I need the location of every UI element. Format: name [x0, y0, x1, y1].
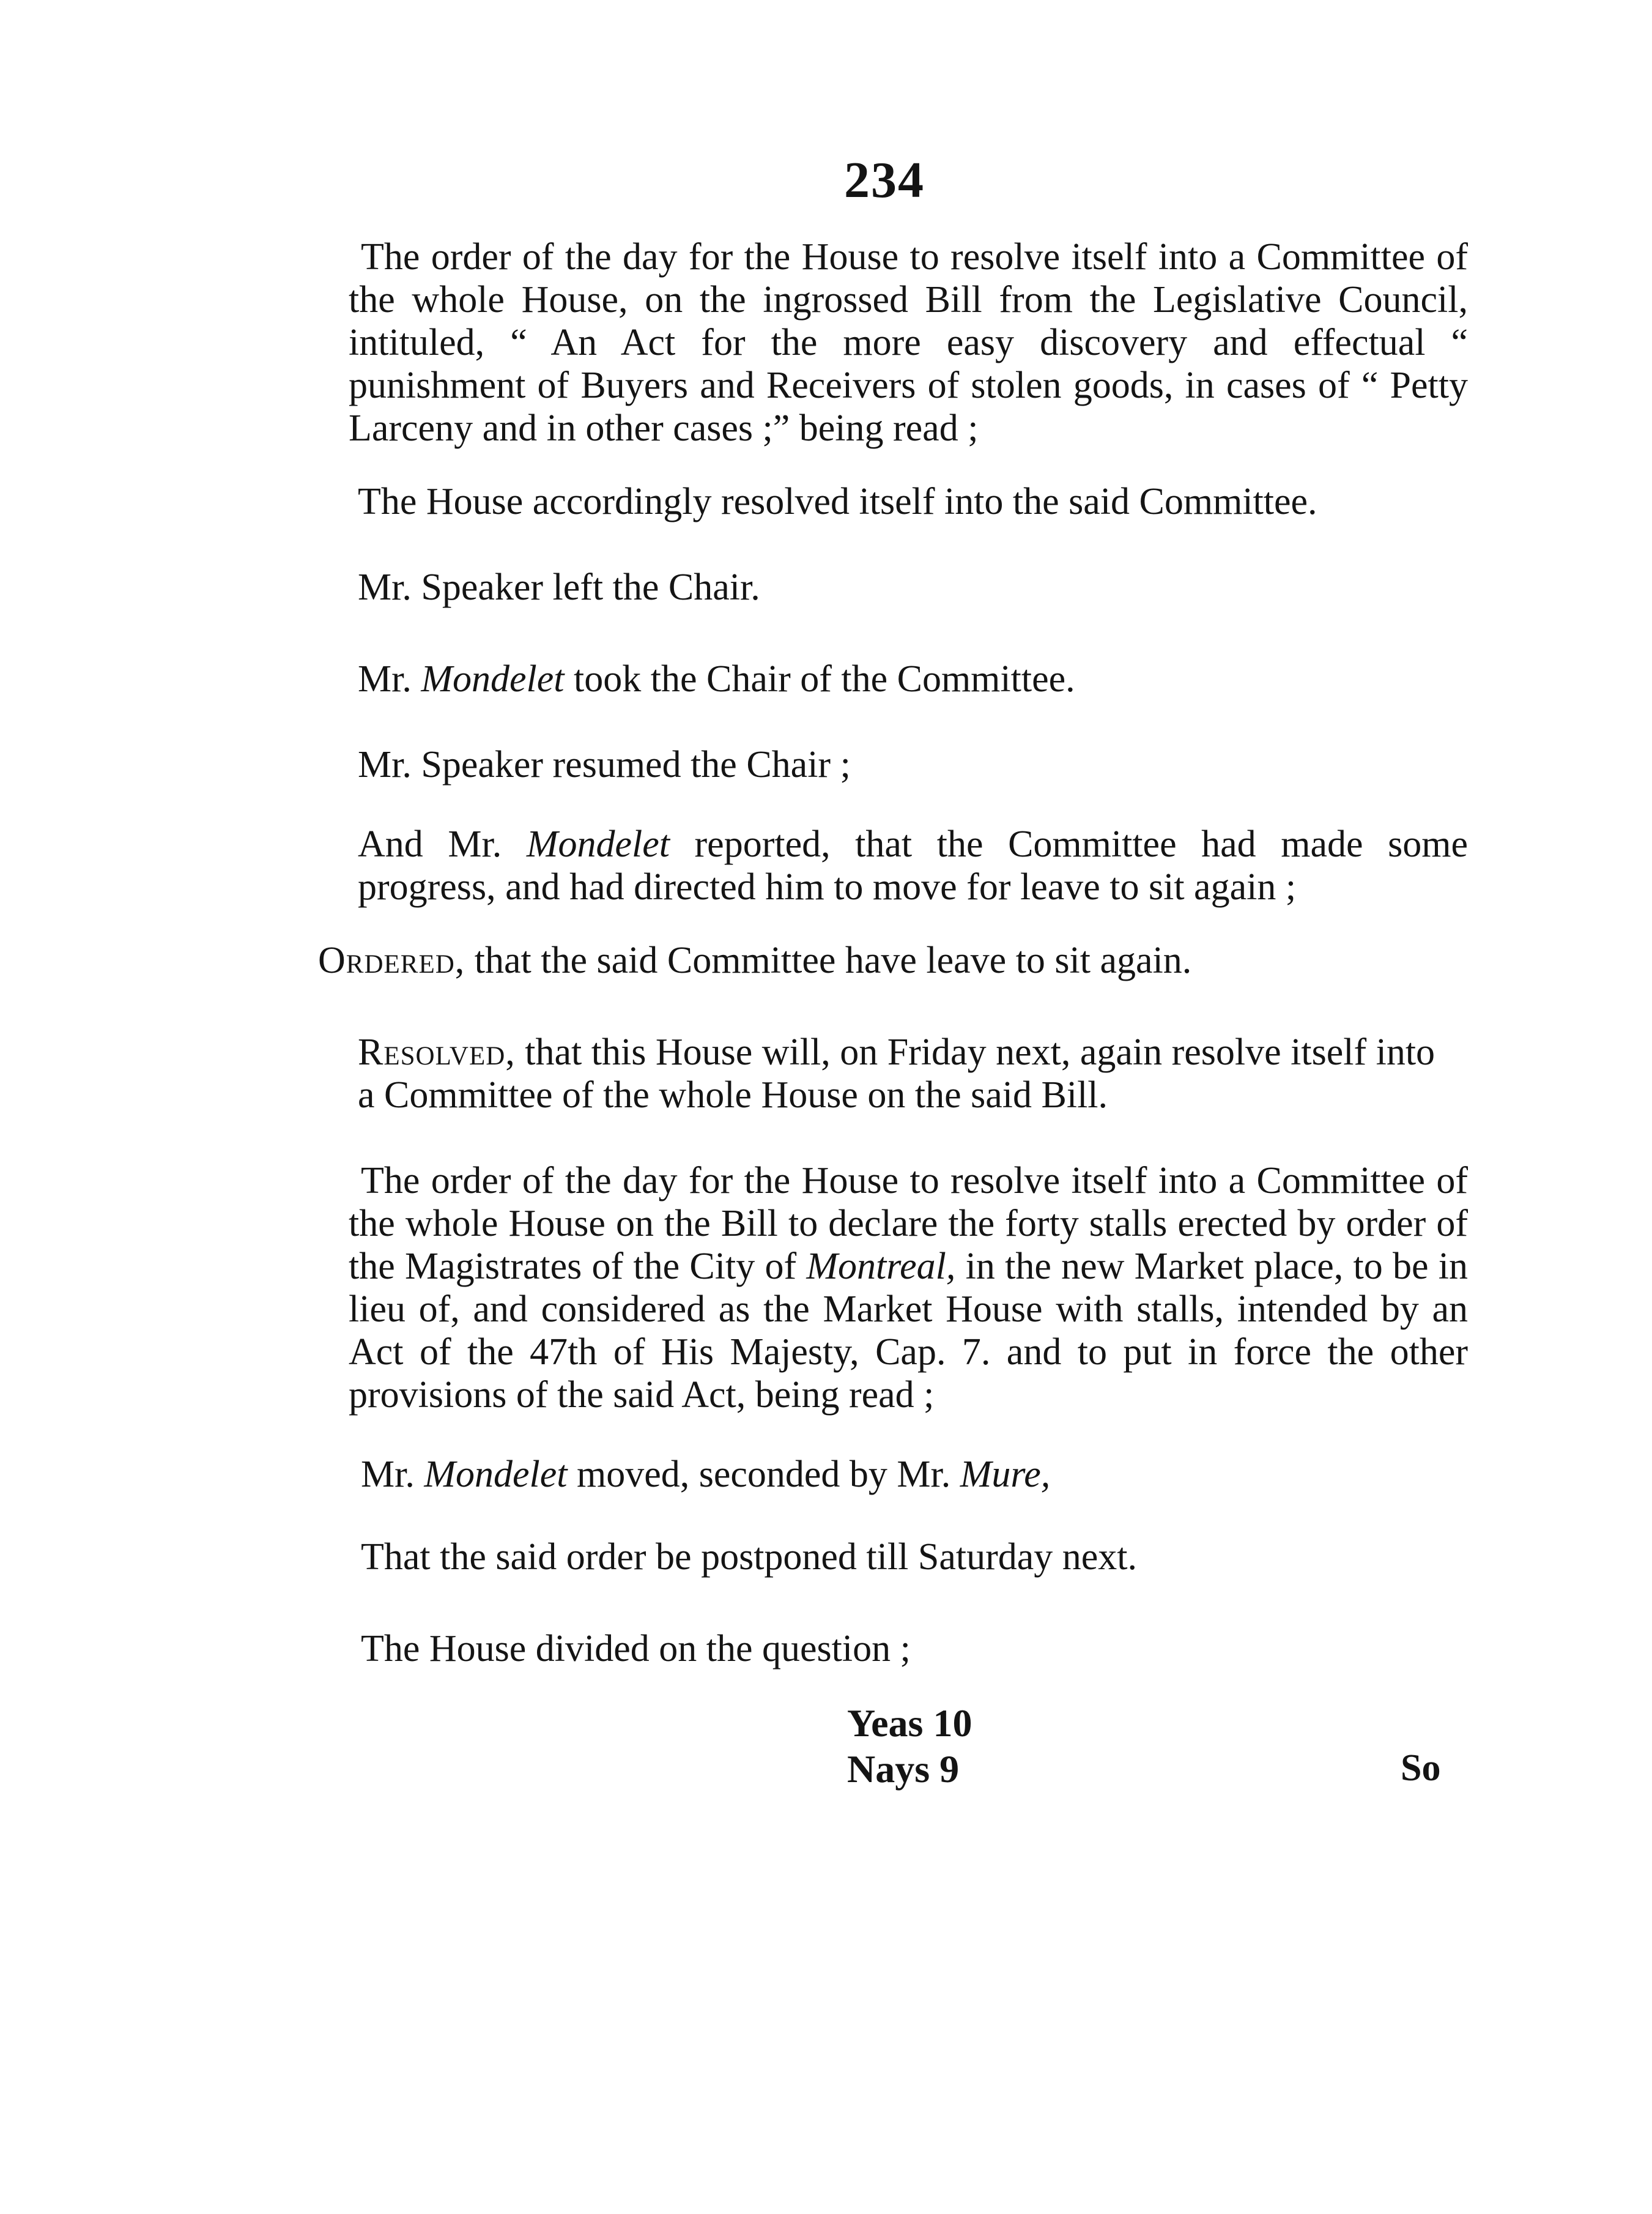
paragraph-division: The House divided on the question ; [361, 1628, 911, 1670]
paragraph-motion [361, 1453, 1050, 1496]
member-name: Mondelet [526, 823, 670, 865]
text-suffix: in the new Market place, to be in lieu of, and considered as the Market House with stalls, intended by an Act of the 47th of His Majesty, Cap. 7. and to put in force the other provisions of the said Act, being read ; [349, 1246, 1468, 1416]
paragraph-postponement: That the said order be postponed till Saturday next. [361, 1536, 1137, 1578]
nays-label: Nays [847, 1747, 930, 1791]
page-number: 234 [844, 152, 925, 209]
seconder-name: Mure, [960, 1454, 1051, 1495]
paragraph-speaker-resumed-chair: Mr. Speaker resumed the Chair ; [358, 744, 851, 786]
text-suffix: reported, that the Committee had made some progress, and had directed him to move for leave to sit again ; [358, 823, 1468, 908]
resolved-heading: Resolved, [358, 1031, 516, 1073]
paragraph-text: that the said Committee have leave to sit again. [465, 940, 1192, 981]
paragraph-mondelet-took-chair [358, 658, 1075, 700]
yeas-label: Yeas [847, 1701, 924, 1745]
paragraph-text: that this House will, on Friday next, again resolve itself into a Committee of the whole House on the said Bill. [358, 1031, 1435, 1116]
ordered-heading: Ordered, [318, 940, 465, 981]
paragraph-order-of-day-market-stalls [349, 1159, 1468, 1416]
text-prefix: And Mr. [358, 823, 527, 865]
nays-value: 9 [939, 1747, 960, 1791]
yeas-value: 10 [933, 1701, 972, 1745]
paragraph-text: The order of the day for the House to resolve itself into a Committee of the whole House, on the ingrossed Bill from the Legislative Council, intituled, “ An Act for the more easy discovery and effectual “ punishment of Buyers and Receivers of stolen goods, in cases of “ Petty Larceny and in other cases ;” being read ; [349, 236, 1468, 449]
text-middle: moved, seconded by Mr. [567, 1454, 960, 1495]
paragraph-speaker-left-chair: Mr. Speaker left the Chair. [358, 567, 760, 608]
paragraph-ordered-leave-to-sit [318, 939, 1191, 982]
paragraph-order-of-day-larceny-bill [349, 236, 1468, 450]
member-name: Mondelet [421, 658, 565, 700]
text-prefix: The order of the day for the House to resolve itself into a Committee of the whole House on the Bill to declare the forty stalls erected by order of the Magistrates of the City of [349, 1160, 1468, 1287]
nays-count [847, 1747, 959, 1792]
text-suffix: took the Chair of the Committee. [564, 658, 1075, 700]
paragraph-house-resolved-into-committee: The House accordingly resolved itself into the said Committee. [358, 481, 1317, 522]
paragraph-mondelet-reported [358, 823, 1468, 908]
text-prefix: Mr. [358, 658, 421, 700]
mover-name: Mondelet [424, 1454, 568, 1495]
text-prefix: Mr. [361, 1454, 424, 1495]
city-name: Montreal, [806, 1246, 956, 1287]
paragraph-resolved-friday [358, 1031, 1459, 1116]
yeas-count [847, 1701, 972, 1746]
catchword: So [1401, 1747, 1441, 1789]
